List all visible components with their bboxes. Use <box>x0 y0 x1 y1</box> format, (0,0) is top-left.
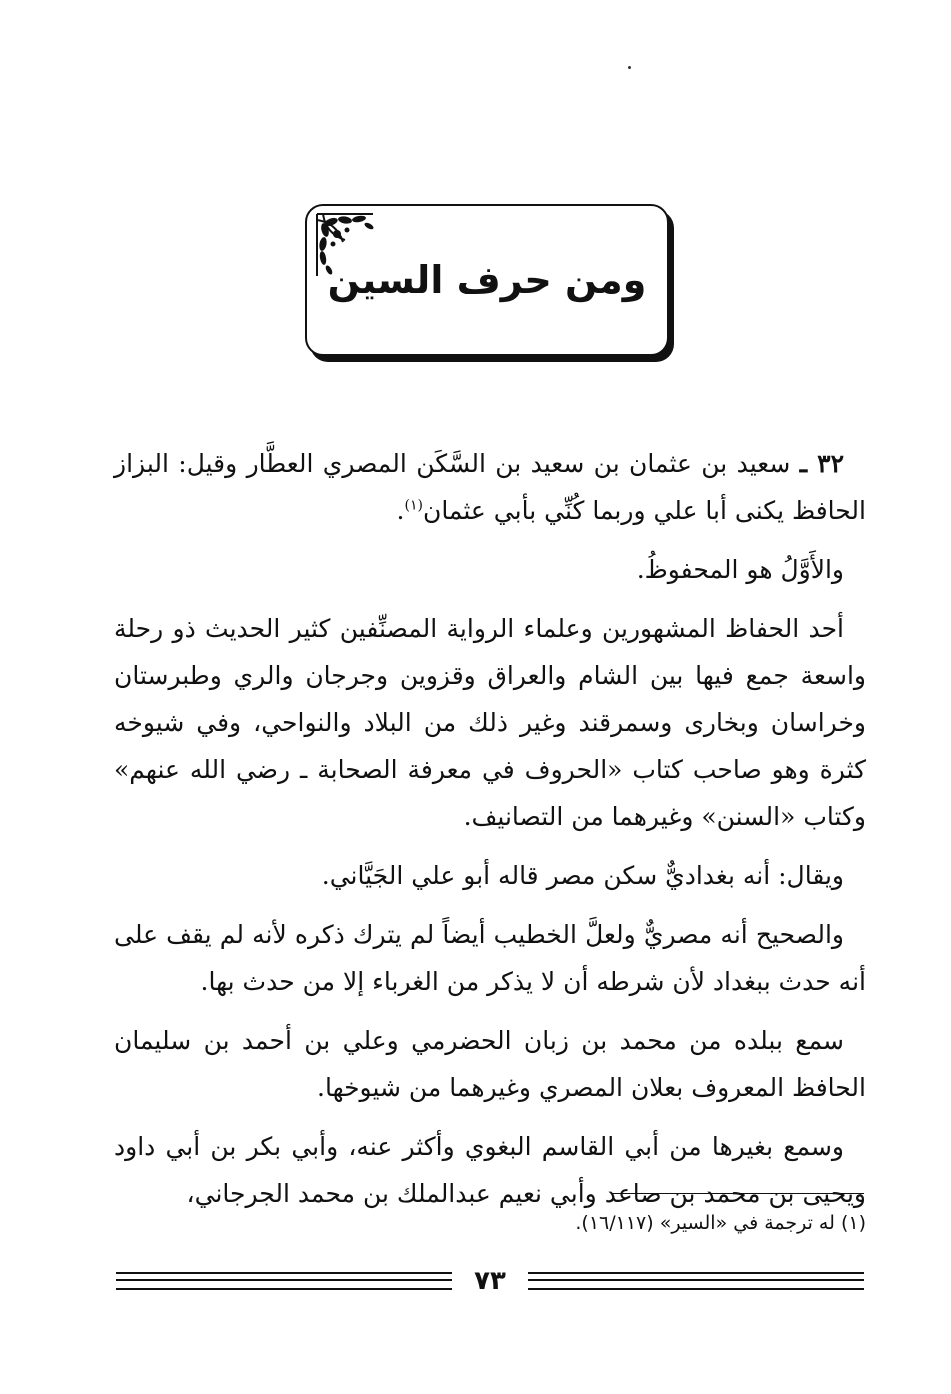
stray-dot <box>628 66 631 69</box>
footnote-separator <box>612 1193 864 1194</box>
paragraph: ويقال: أنه بغداديٌّ سكن مصر قاله أبو علي الجَيَّاني. <box>321 861 844 890</box>
body-text <box>114 440 866 1217</box>
footer-rule-right <box>528 1272 864 1290</box>
entry-end: . <box>396 496 405 525</box>
paragraph: سمع ببلده من محمد بن زبان الحضرمي وعلي بن أحمد بن سليمان الحافظ المعروف بعلان المصري وغيرهما من شيوخها. <box>114 1026 866 1102</box>
entry-text: سعيد بن عثمان بن سعيد بن السَّكَن المصري العطَّار وقيل: البزاز الحافظ يكنى أبا علي وربما كُنِّي بأبي عثمان <box>114 449 866 525</box>
paragraph: والأَوَّلُ هو المحفوظُ. <box>636 555 844 584</box>
footer-rule-left <box>116 1272 452 1290</box>
entry-number: ٣٢ ـ <box>799 449 844 478</box>
paragraph: وسمع بغيرها من أبي القاسم البغوي وأكثر عنه، وأبي بكر بن أبي داود ويحيى بن محمد بن صاعد وأبي نعيم عبدالملك بن محمد الجرجاني، <box>114 1132 866 1208</box>
chapter-title-frame <box>305 204 669 356</box>
page-number: ٧٣ <box>474 1266 506 1296</box>
chapter-title: ومن حرف السين <box>327 258 647 302</box>
footnote-marker: (١) <box>404 497 423 514</box>
paragraph: أحد الحفاظ المشهورين وعلماء الرواية المصنِّفين كثير الحديث ذو رحلة واسعة جمع فيها بين الشام والعراق وقزوين وجرجان والري وطبرستان وخراسان وبخارى وسمرقند وغير ذلك من البلاد والنواحي، وفي شيوخه كثرة وهو صاحب كتاب «الحروف في معرفة الصحابة ـ رضي الله عنهم» وكتاب «السنن» وغيرهما من التصانيف. <box>114 614 866 831</box>
paragraph: والصحيح أنه مصريٌّ ولعلَّ الخطيب أيضاً لم يترك ذكره لأنه لم يقف على أنه حدث ببغداد لأن شرطه أن لا يذكر من الغرباء إلا من حدث بها. <box>114 920 866 996</box>
entry-paragraph <box>114 440 866 534</box>
footnote: (١) له ترجمة في «السير» (١٦/١١٧). <box>575 1212 866 1234</box>
